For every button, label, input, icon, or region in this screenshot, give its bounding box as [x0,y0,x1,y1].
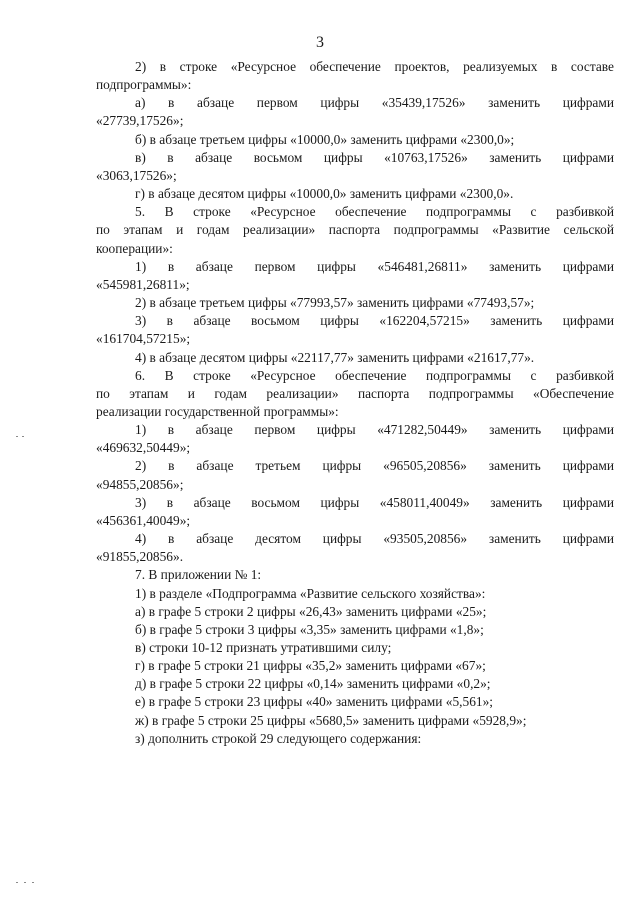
paragraph-continuation: «91855,20856». [96,549,184,565]
paragraph-line: з) дополнить строкой 29 следующего содержания: [135,730,422,746]
paragraph-line: а) в абзаце первом цифры «35439,17526» заменить цифрами [135,95,614,111]
paragraph-line: 2) в строке «Ресурсное обеспечение проектов, реализуемых в составе [135,59,614,74]
paragraph-line: г) в графе 5 строки 21 цифры «35,2» заменить цифрами «67»; [135,658,486,674]
paragraph-line: 1) в абзаце первом цифры «546481,26811» заменить цифрами [135,258,614,274]
paragraph-line: 2) в абзаце третьем цифры «77993,57» заменить цифрами «77493,57»; [135,295,535,311]
scan-mark [16,882,18,883]
paragraph-line: е) в графе 5 строки 23 цифры «40» заменить цифрами «5,561»; [135,694,494,710]
paragraph-line: б) в абзаце третьем цифры «10000,0» заменить цифрами «2300,0»; [135,131,515,147]
scan-mark [32,882,34,883]
paragraph-continuation: подпрограммы»: [96,77,192,93]
paragraph-continuation: кооперации»: [96,240,173,256]
paragraph-continuation: «469632,50449»; [96,440,191,456]
scan-mark [16,436,18,437]
paragraph-line: в) строки 10-12 признать утратившими силу; [135,640,392,655]
paragraph-continuation: «94855,20856»; [96,476,184,492]
paragraph-line: по этапам и годам реализации» паспорта подпрограммы «Обеспечение [96,385,614,401]
paragraph-line: 3) в абзаце восьмом цифры «458011,40049» заменить цифрами [135,494,614,510]
paragraph-line: по этапам и годам реализации» паспорта подпрограммы «Развитие сельской [96,222,614,238]
paragraph-line: д) в графе 5 строки 22 цифры «0,14» заменить цифрами «0,2»; [135,676,491,692]
paragraph-line: 4) в абзаце десятом цифры «93505,20856» заменить цифрами [135,531,614,547]
paragraph-line: 6. В строке «Ресурсное обеспечение подпрограммы с разбивкой [135,367,614,383]
paragraph-line: а) в графе 5 строки 2 цифры «26,43» заменить цифрами «25»; [135,603,487,619]
paragraph-continuation: «27739,17526»; [96,113,184,129]
paragraph-continuation: «161704,57215»; [96,331,191,347]
paragraph-line: 5. В строке «Ресурсное обеспечение подпрограммы с разбивкой [135,204,614,220]
document-body [96,58,614,748]
page-number: 3 [316,34,324,51]
paragraph-line: 1) в разделе «Подпрограмма «Развитие сельского хозяйства»: [135,585,486,601]
paragraph-continuation: «456361,40049»; [96,512,191,528]
paragraph-line: 7. В приложении № 1: [135,567,262,583]
paragraph-line: ж) в графе 5 строки 25 цифры «5680,5» заменить цифрами «5928,9»; [135,712,527,728]
paragraph-continuation: «3063,17526»; [96,167,177,183]
paragraph-continuation: «545981,26811»; [96,276,190,292]
paragraph-continuation: реализации государственной программы»: [96,403,339,419]
paragraph-line: 2) в абзаце третьем цифры «96505,20856» заменить цифрами [135,458,614,474]
paragraph-line: 1) в абзаце первом цифры «471282,50449» заменить цифрами [135,422,614,438]
paragraph-line: г) в абзаце десятом цифры «10000,0» заменить цифрами «2300,0». [135,186,514,202]
scan-mark [24,882,26,883]
paragraph-line: в) в абзаце восьмом цифры «10763,17526» заменить цифрами [135,149,614,165]
paragraph-line: 4) в абзаце десятом цифры «22117,77» заменить цифрами «21617,77». [135,349,535,365]
paragraph-line: 3) в абзаце восьмом цифры «162204,57215» заменить цифрами [135,313,614,329]
scan-mark [22,436,24,437]
paragraph-line: б) в графе 5 строки 3 цифры «3,35» заменить цифрами «1,8»; [135,621,484,637]
